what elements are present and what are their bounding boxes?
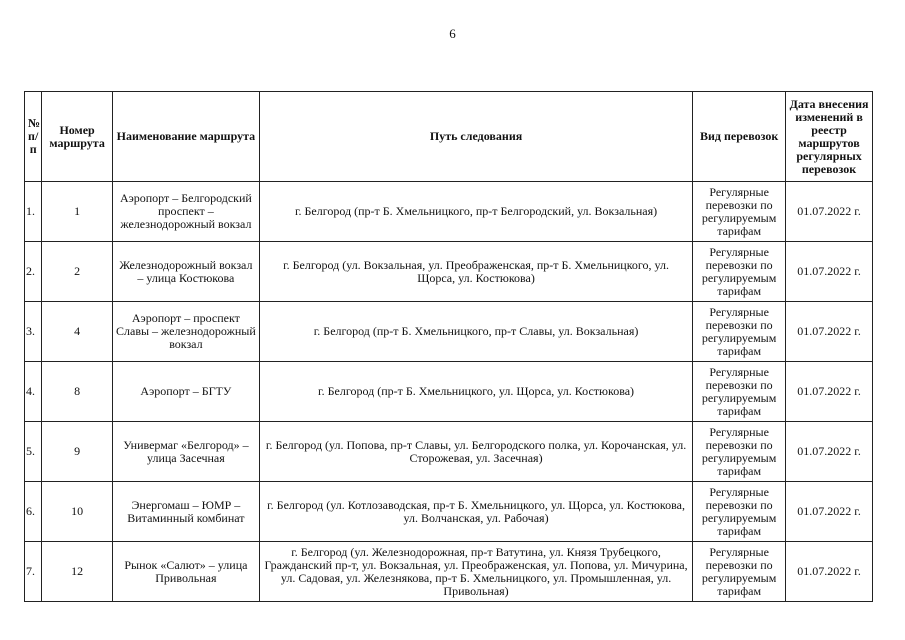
cell-path: г. Белгород (пр-т Б. Хмельницкого, пр-т Славы, ул. Вокзальная) [259, 302, 692, 362]
cell-num: 5. [25, 422, 42, 482]
cell-date-changed: 01.07.2022 г. [786, 542, 873, 602]
cell-num: 6. [25, 482, 42, 542]
cell-transport-type: Регулярные перевозки по регулируемым тарифам [693, 182, 786, 242]
cell-num: 1. [25, 182, 42, 242]
cell-route-name: Энергомаш – ЮМР – Витаминный комбинат [112, 482, 259, 542]
cell-route-number: 8 [42, 362, 112, 422]
cell-route-number: 1 [42, 182, 112, 242]
cell-transport-type: Регулярные перевозки по регулируемым тарифам [693, 422, 786, 482]
cell-date-changed: 01.07.2022 г. [786, 182, 873, 242]
cell-date-changed: 01.07.2022 г. [786, 482, 873, 542]
page-number: 6 [449, 26, 456, 41]
cell-route-name: Универмаг «Белгород» – улица Засечная [112, 422, 259, 482]
routes-table [24, 91, 873, 602]
header-date-changed: Дата внесения изменений в реестр маршрутов регулярных перевозок [786, 92, 873, 182]
cell-num: 3. [25, 302, 42, 362]
cell-path: г. Белгород (ул. Котлозаводская, пр-т Б. Хмельницкого, ул. Щорса, ул. Костюкова, ул. Волчанская, ул. Рабочая) [259, 482, 692, 542]
cell-route-name: Рынок «Салют» – улица Привольная [112, 542, 259, 602]
cell-transport-type: Регулярные перевозки по регулируемым тарифам [693, 482, 786, 542]
cell-route-name: Аэропорт – проспект Славы – железнодорожный вокзал [112, 302, 259, 362]
table-row [25, 302, 873, 362]
table-row [25, 542, 873, 602]
header-transport-type: Вид перевозок [693, 92, 786, 182]
cell-num: 7. [25, 542, 42, 602]
header-path: Путь следования [259, 92, 692, 182]
cell-date-changed: 01.07.2022 г. [786, 242, 873, 302]
cell-date-changed: 01.07.2022 г. [786, 362, 873, 422]
cell-route-number: 10 [42, 482, 112, 542]
header-route-number: Номер маршрута [42, 92, 112, 182]
cell-route-number: 2 [42, 242, 112, 302]
cell-route-number: 9 [42, 422, 112, 482]
cell-route-number: 12 [42, 542, 112, 602]
cell-date-changed: 01.07.2022 г. [786, 302, 873, 362]
cell-route-name: Железнодорожный вокзал – улица Костюкова [112, 242, 259, 302]
cell-path: г. Белгород (ул. Вокзальная, ул. Преображенская, пр-т Б. Хмельницкого, ул. Щорса, ул. Костюкова) [259, 242, 692, 302]
cell-path: г. Белгород (ул. Попова, пр-т Славы, ул. Белгородского полка, ул. Корочанская, ул. Сторожевая, ул. Засечная) [259, 422, 692, 482]
cell-transport-type: Регулярные перевозки по регулируемым тарифам [693, 362, 786, 422]
cell-num: 2. [25, 242, 42, 302]
cell-path: г. Белгород (пр-т Б. Хмельницкого, пр-т Белгородский, ул. Вокзальная) [259, 182, 692, 242]
table-row [25, 362, 873, 422]
cell-date-changed: 01.07.2022 г. [786, 422, 873, 482]
cell-transport-type: Регулярные перевозки по регулируемым тарифам [693, 542, 786, 602]
cell-path: г. Белгород (ул. Железнодорожная, пр-т Ватутина, ул. Князя Трубецкого, Гражданский пр-т, ул. Вокзальная, ул. Преображенская, ул. Попова, ул. Мичурина, ул. Садовая, ул. Железнякова, пр-т Б. Хмельницкого, ул. Промышленная, ул. Привольная) [259, 542, 692, 602]
table-row [25, 242, 873, 302]
header-num: № п/п [25, 92, 42, 182]
cell-route-name: Аэропорт – Белгородский проспект – железнодорожный вокзал [112, 182, 259, 242]
table-row [25, 182, 873, 242]
cell-num: 4. [25, 362, 42, 422]
cell-path: г. Белгород (пр-т Б. Хмельницкого, ул. Щорса, ул. Костюкова) [259, 362, 692, 422]
table-row [25, 482, 873, 542]
cell-transport-type: Регулярные перевозки по регулируемым тарифам [693, 302, 786, 362]
cell-route-name: Аэропорт – БГТУ [112, 362, 259, 422]
cell-route-number: 4 [42, 302, 112, 362]
table-row [25, 422, 873, 482]
cell-transport-type: Регулярные перевозки по регулируемым тарифам [693, 242, 786, 302]
table-header-row [25, 92, 873, 182]
header-route-name: Наименование маршрута [112, 92, 259, 182]
